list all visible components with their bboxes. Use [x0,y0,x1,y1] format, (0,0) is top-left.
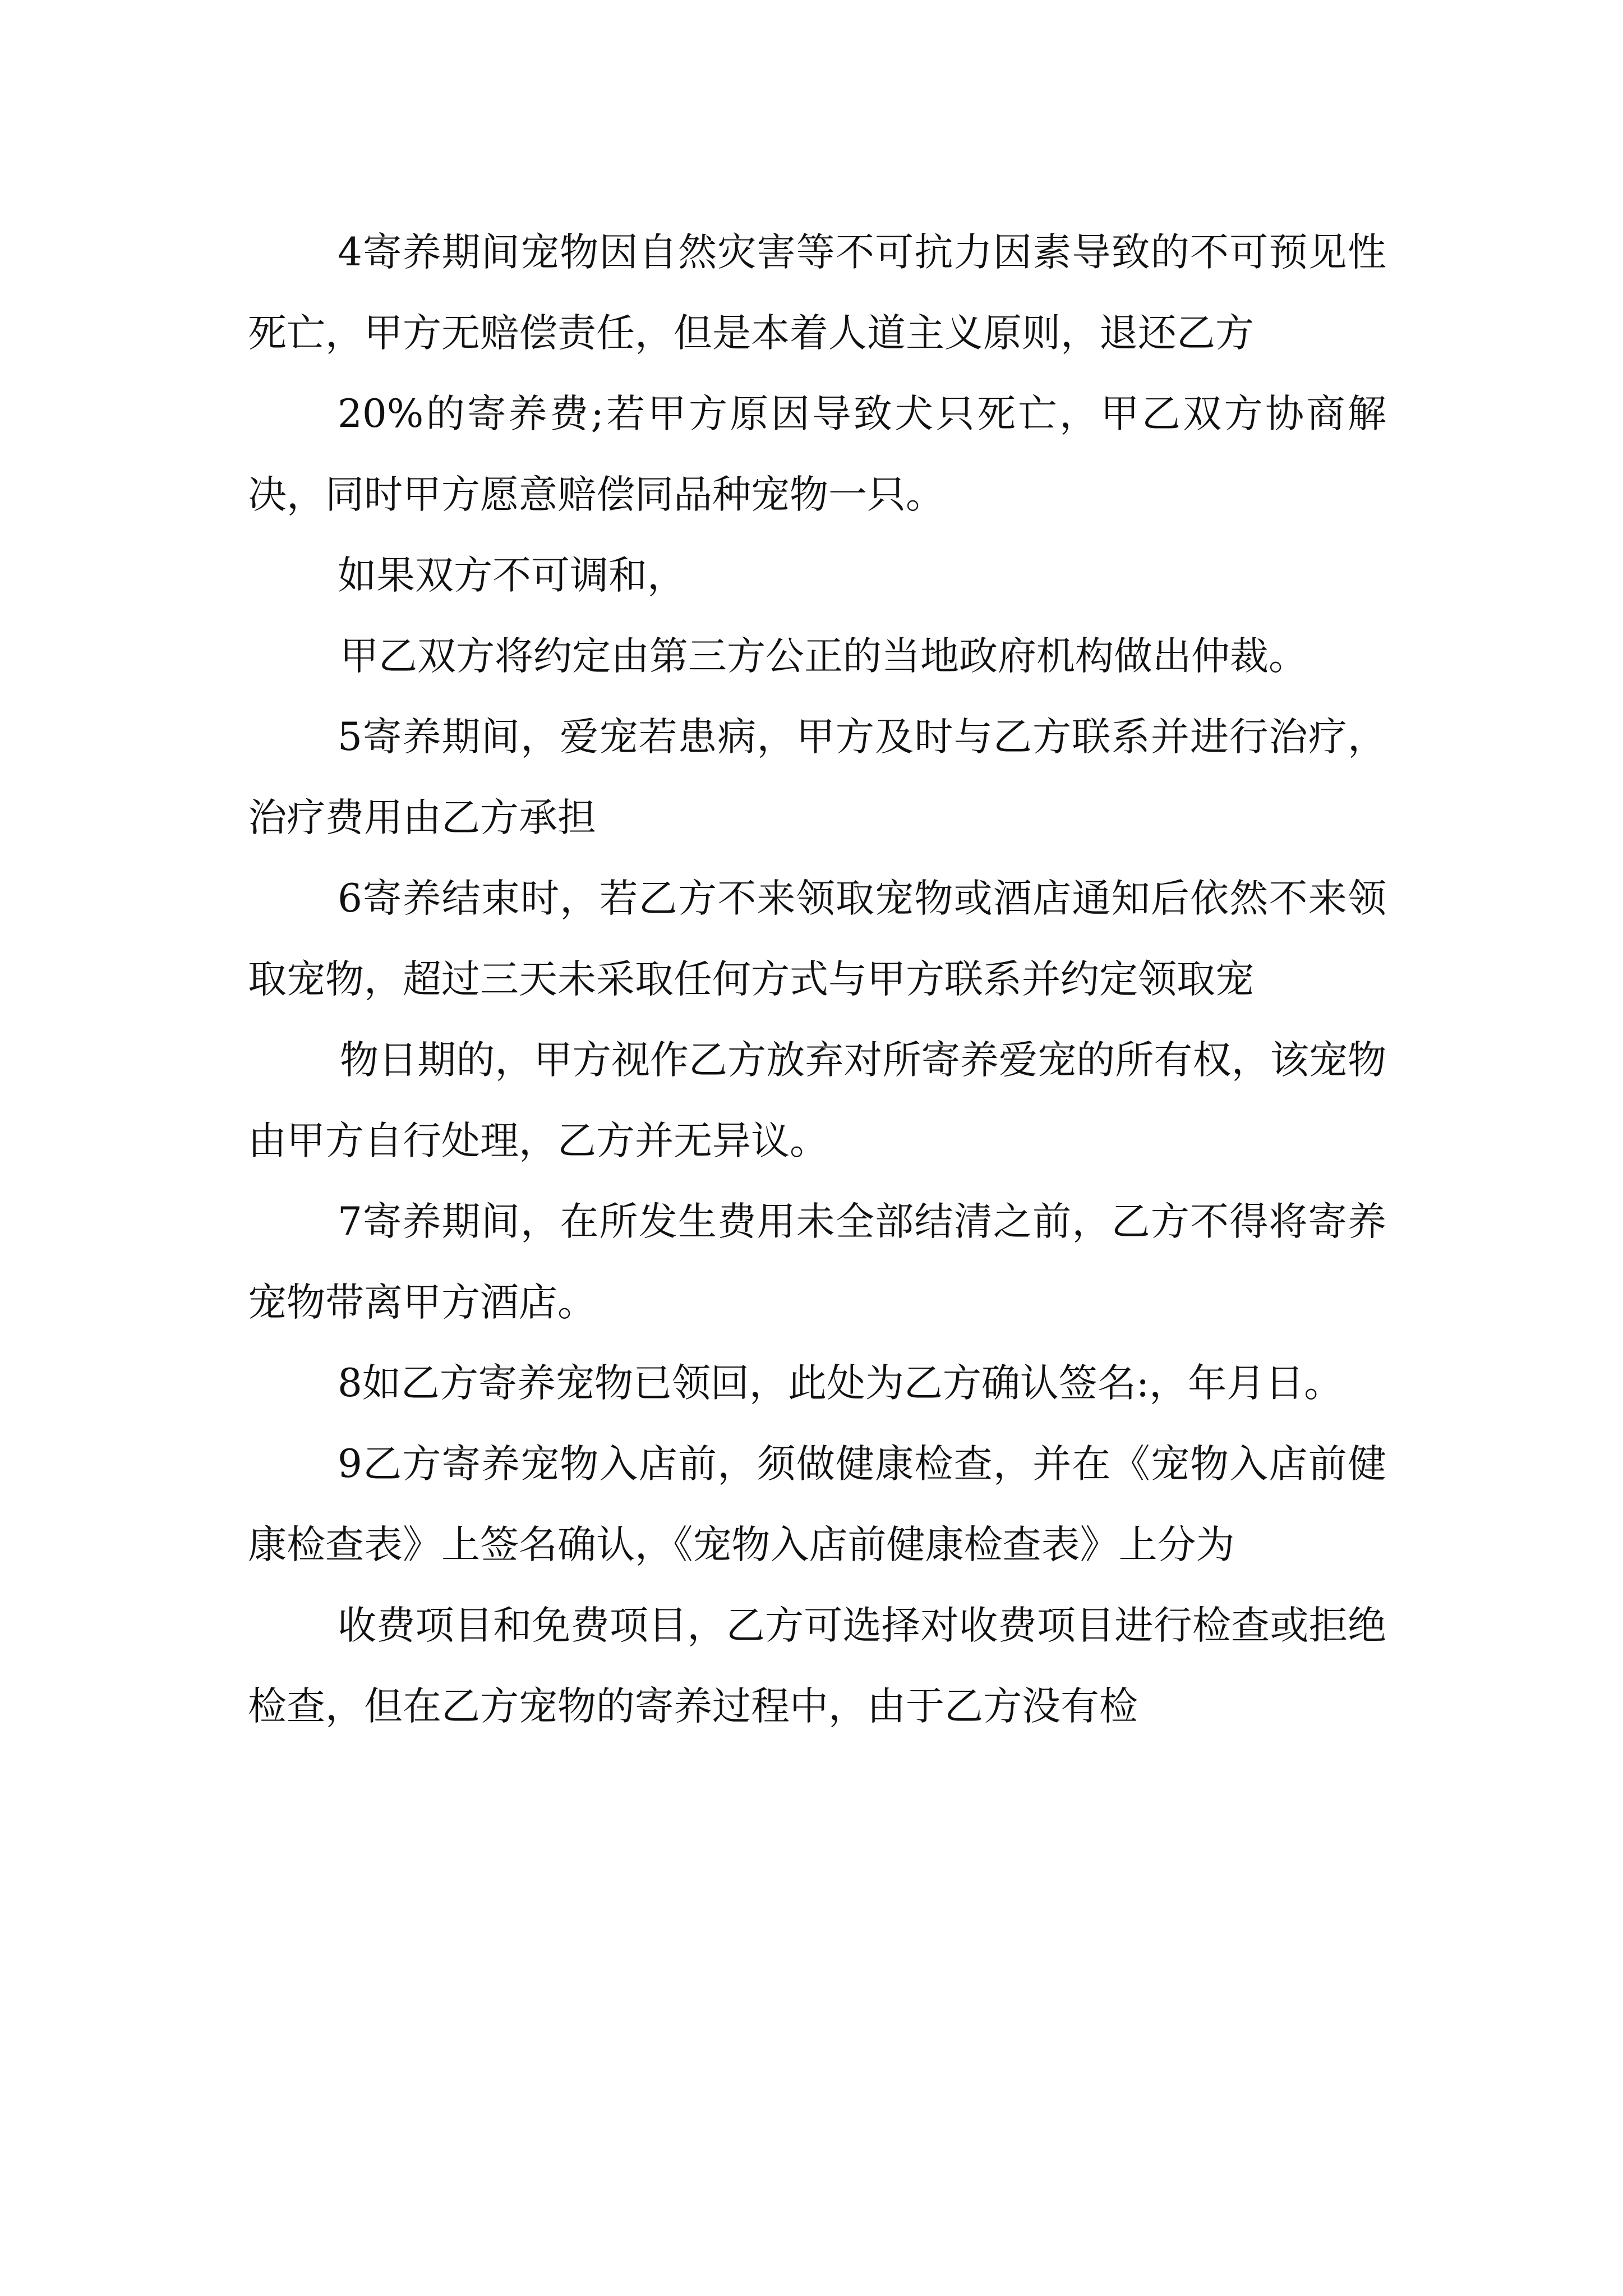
paragraph-arbitration: 甲乙双方将约定由第三方公正的当地政府机构做出仲裁。 [340,634,1307,679]
document-page [248,212,1386,1747]
paragraph-arbitration-intro: 如果双方不可调和， [338,553,686,598]
paragraph-clause-9: 9乙方寄养宠物入店前，须做健康检查，并在《宠物入店前健康检查表》上签名确认，《宠物入店前健康检查表》上分为 [248,1442,1386,1567]
paragraph-clause-5: 5寄养期间，爱宠若患病，甲方及时与乙方联系并进行治疗，治疗费用由乙方承担 [248,715,1386,840]
paragraph-clause-6-continued: 物日期的，甲方视作乙方放弃对所寄养爱宠的所有权，该宠物由甲方自行处理，乙方并无异议。 [248,1038,1386,1163]
paragraph-clause-6: 6寄养结束时，若乙方不来领取宠物或酒店通知后依然不来领取宠物，超过三天未采取任何方式与甲方联系并约定领取宠 [248,876,1386,1002]
paragraph-clause-8: 8如乙方寄养宠物已领回，此处为乙方确认签名:，年月日。 [338,1361,1343,1406]
paragraph-clause-4-continued: 20%的寄养费;若甲方原因导致犬只死亡，甲乙双方协商解决，同时甲方愿意赔偿同品种宠物一只。 [248,392,1386,517]
paragraph-clause-9-continued: 收费项目和免费项目，乙方可选择对收费项目进行检查或拒绝检查，但在乙方宠物的寄养过程中，由于乙方没有检 [248,1603,1386,1729]
paragraph-clause-7: 7寄养期间，在所发生费用未全部结清之前，乙方不得将寄养宠物带离甲方酒店。 [248,1199,1386,1325]
paragraph-clause-4: 4寄养期间宠物因自然灾害等不可抗力因素导致的不可预见性死亡，甲方无赔偿责任，但是本着人道主义原则，退还乙方 [248,230,1386,356]
